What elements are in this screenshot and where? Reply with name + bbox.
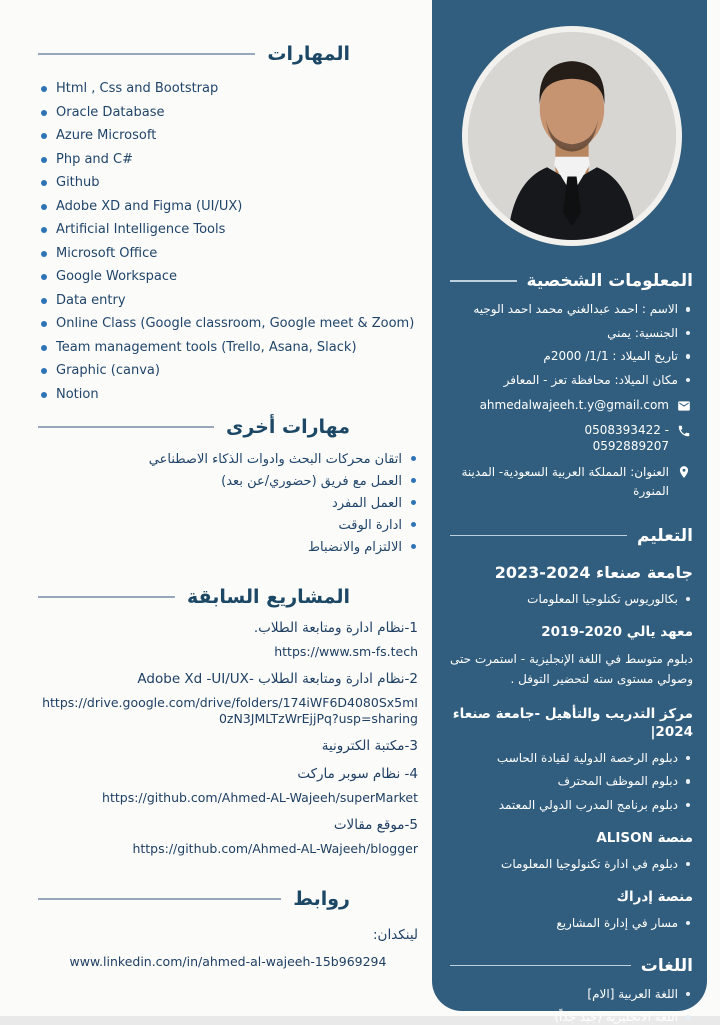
- project-link[interactable]: https://github.com/Ahmed-AL-Wajeeh/blogger: [38, 841, 418, 857]
- other-skills-list: [38, 452, 418, 555]
- languages-list: [450, 987, 693, 1025]
- education-bullet: دبلوم في ادارة تكنولوجيا المعلومات: [450, 857, 693, 872]
- education-entry-heading: مركز التدريب والتأهيل -جامعة صنعاء 2024|: [450, 705, 693, 741]
- education-title: التعليم: [637, 525, 693, 547]
- education-entry-detail: دبلوم متوسط في اللغة الإنجليزية - استمرت حتى وصولي مستوى سته لتحضير التوفل .: [450, 649, 693, 689]
- envelope-icon: [677, 399, 691, 413]
- education-entry-heading: منصة ALISON: [450, 829, 693, 847]
- other-skill-item: الالتزام والانضباط: [38, 540, 418, 555]
- skill-item: Html , Css and Bootstrap: [38, 81, 418, 97]
- skill-item: Data entry: [38, 293, 418, 309]
- projects-title: المشاريع السابقة: [187, 585, 350, 609]
- skill-item: Microsoft Office: [38, 246, 418, 262]
- skills-section: [38, 42, 418, 403]
- language-item: اللغة العربية [الام]: [450, 987, 693, 1002]
- other-skill-item: العمل مع فريق (حضوري/عن بعد): [38, 474, 418, 489]
- location-pin-icon: [677, 465, 691, 479]
- skill-item: Team management tools (Trello, Asana, Slack): [38, 340, 418, 356]
- project-name: 1-نظام ادارة ومتابعة الطلاب.: [38, 620, 418, 637]
- personal-nationality: الجنسية: يمني: [450, 326, 693, 341]
- section-rule: [38, 53, 255, 55]
- other-skills-section: [38, 415, 418, 555]
- phone-icon: [677, 424, 691, 438]
- languages-title: اللغات: [641, 955, 693, 977]
- education-section: [450, 525, 693, 931]
- project-item: [38, 738, 418, 755]
- section-rule: [38, 898, 281, 900]
- personal-birthdate: تاريخ الميلاد : 1/1/ 2000م: [450, 349, 693, 364]
- language-item: اللغة الانجليزية (جيد جداً): [450, 1010, 693, 1025]
- project-name: 5-موقع مقالات: [38, 817, 418, 834]
- project-name: 4- نظام سوبر ماركت: [38, 766, 418, 783]
- skill-item: Azure Microsoft: [38, 128, 418, 144]
- personal-info-list: [450, 302, 693, 388]
- other-skill-item: اتقان محركات البحث وادوات الذكاء الاصطناعي: [38, 452, 418, 467]
- other-skill-item: العمل المفرد: [38, 496, 418, 511]
- project-link[interactable]: https://drive.google.com/drive/folders/174iWF6D4080Sx5mI0zN3JMLTzWrEjjPq?usp=sharing: [38, 695, 418, 727]
- project-name: 3-مكتبة الكترونية: [38, 738, 418, 755]
- education-bullet: دبلوم برنامج المدرب الدولي المعتمد: [450, 798, 693, 813]
- email-row: [450, 397, 693, 413]
- education-entry-heading: معهد يالي 2020-2019: [450, 623, 693, 641]
- sidebar: [432, 0, 707, 1011]
- project-name: 2-نظام ادارة ومتابعة الطلاب -Adobe Xd -UI/UX: [38, 671, 418, 688]
- phone-row: [450, 422, 693, 454]
- skill-item: Php and C#: [38, 152, 418, 168]
- section-rule: [38, 426, 214, 428]
- linkedin-label: لينكدان:: [38, 927, 418, 943]
- education-entry-list: [450, 857, 693, 872]
- education-bullet: بكالوريوس تكنلوجيا المعلومات: [450, 592, 693, 607]
- education-entry-heading: منصة إدراك: [450, 888, 693, 906]
- personal-name: الاسم : احمد عبدالغني محمد احمد الوجيه: [450, 302, 693, 317]
- skills-header: [38, 42, 350, 66]
- other-skills-title: مهارات أخرى: [226, 415, 350, 439]
- education-bullet: دبلوم الرخصة الدولية لقيادة الحاسب: [450, 751, 693, 766]
- skill-item: Adobe XD and Figma (UI/UX): [38, 199, 418, 215]
- skill-item: Google Workspace: [38, 269, 418, 285]
- project-item: [38, 766, 418, 806]
- project-link[interactable]: https://github.com/Ahmed-AL-Wajeeh/superMarket: [38, 790, 418, 806]
- address-value: العنوان: المملكة العربية السعودية- المدينة المنورة: [450, 463, 669, 501]
- skill-item: Online Class (Google classroom, Google meet & Zoom): [38, 316, 418, 332]
- skill-item: Notion: [38, 387, 418, 403]
- skill-item: Artificial Intelligence Tools: [38, 222, 418, 238]
- education-header: [450, 525, 693, 547]
- links-title: روابط: [293, 887, 350, 911]
- project-link[interactable]: https://www.sm-fs.tech: [38, 644, 418, 660]
- education-entry-list: [450, 916, 693, 931]
- personal-info-title: المعلومات الشخصية: [527, 270, 693, 292]
- education-bullet: دبلوم الموظف المحترف: [450, 774, 693, 789]
- personal-birthplace: مكان الميلاد: محافظة تعز - المعافر: [450, 373, 693, 388]
- project-item: [38, 817, 418, 857]
- other-skill-item: ادارة الوقت: [38, 518, 418, 533]
- languages-section: [450, 955, 693, 1025]
- section-rule: [450, 535, 627, 537]
- education-entry-list: [450, 751, 693, 813]
- personal-info-section: [450, 270, 693, 501]
- profile-photo: [462, 26, 682, 246]
- projects-section: [38, 585, 418, 857]
- skill-item: Github: [38, 175, 418, 191]
- project-item: [38, 671, 418, 727]
- projects-header: [38, 585, 350, 609]
- person-avatar-icon: [468, 32, 676, 240]
- education-entry-list: [450, 592, 693, 607]
- links-header: [38, 887, 350, 911]
- section-rule: [450, 280, 517, 282]
- links-section: [38, 887, 418, 969]
- education-bullet: مسار في إدارة المشاريع: [450, 916, 693, 931]
- linkedin-link[interactable]: www.linkedin.com/in/ahmed-al-wajeeh-15b969294: [38, 954, 418, 969]
- project-item: [38, 620, 418, 660]
- languages-header: [450, 955, 693, 977]
- skills-title: المهارات: [267, 42, 350, 66]
- education-entry-heading: جامعة صنعاء 2024-2023: [450, 563, 693, 582]
- section-rule: [450, 965, 631, 967]
- skill-item: Graphic (canva): [38, 363, 418, 379]
- phone-numbers: 0508393422 - 0592889207: [547, 422, 669, 454]
- other-skills-header: [38, 415, 350, 439]
- personal-info-header: [450, 270, 693, 292]
- skill-item: Oracle Database: [38, 105, 418, 121]
- address-row: [450, 463, 693, 501]
- skills-list: [38, 81, 418, 403]
- email-value[interactable]: ahmedalwajeeh.t.y@gmail.com: [480, 397, 669, 413]
- section-rule: [38, 596, 175, 598]
